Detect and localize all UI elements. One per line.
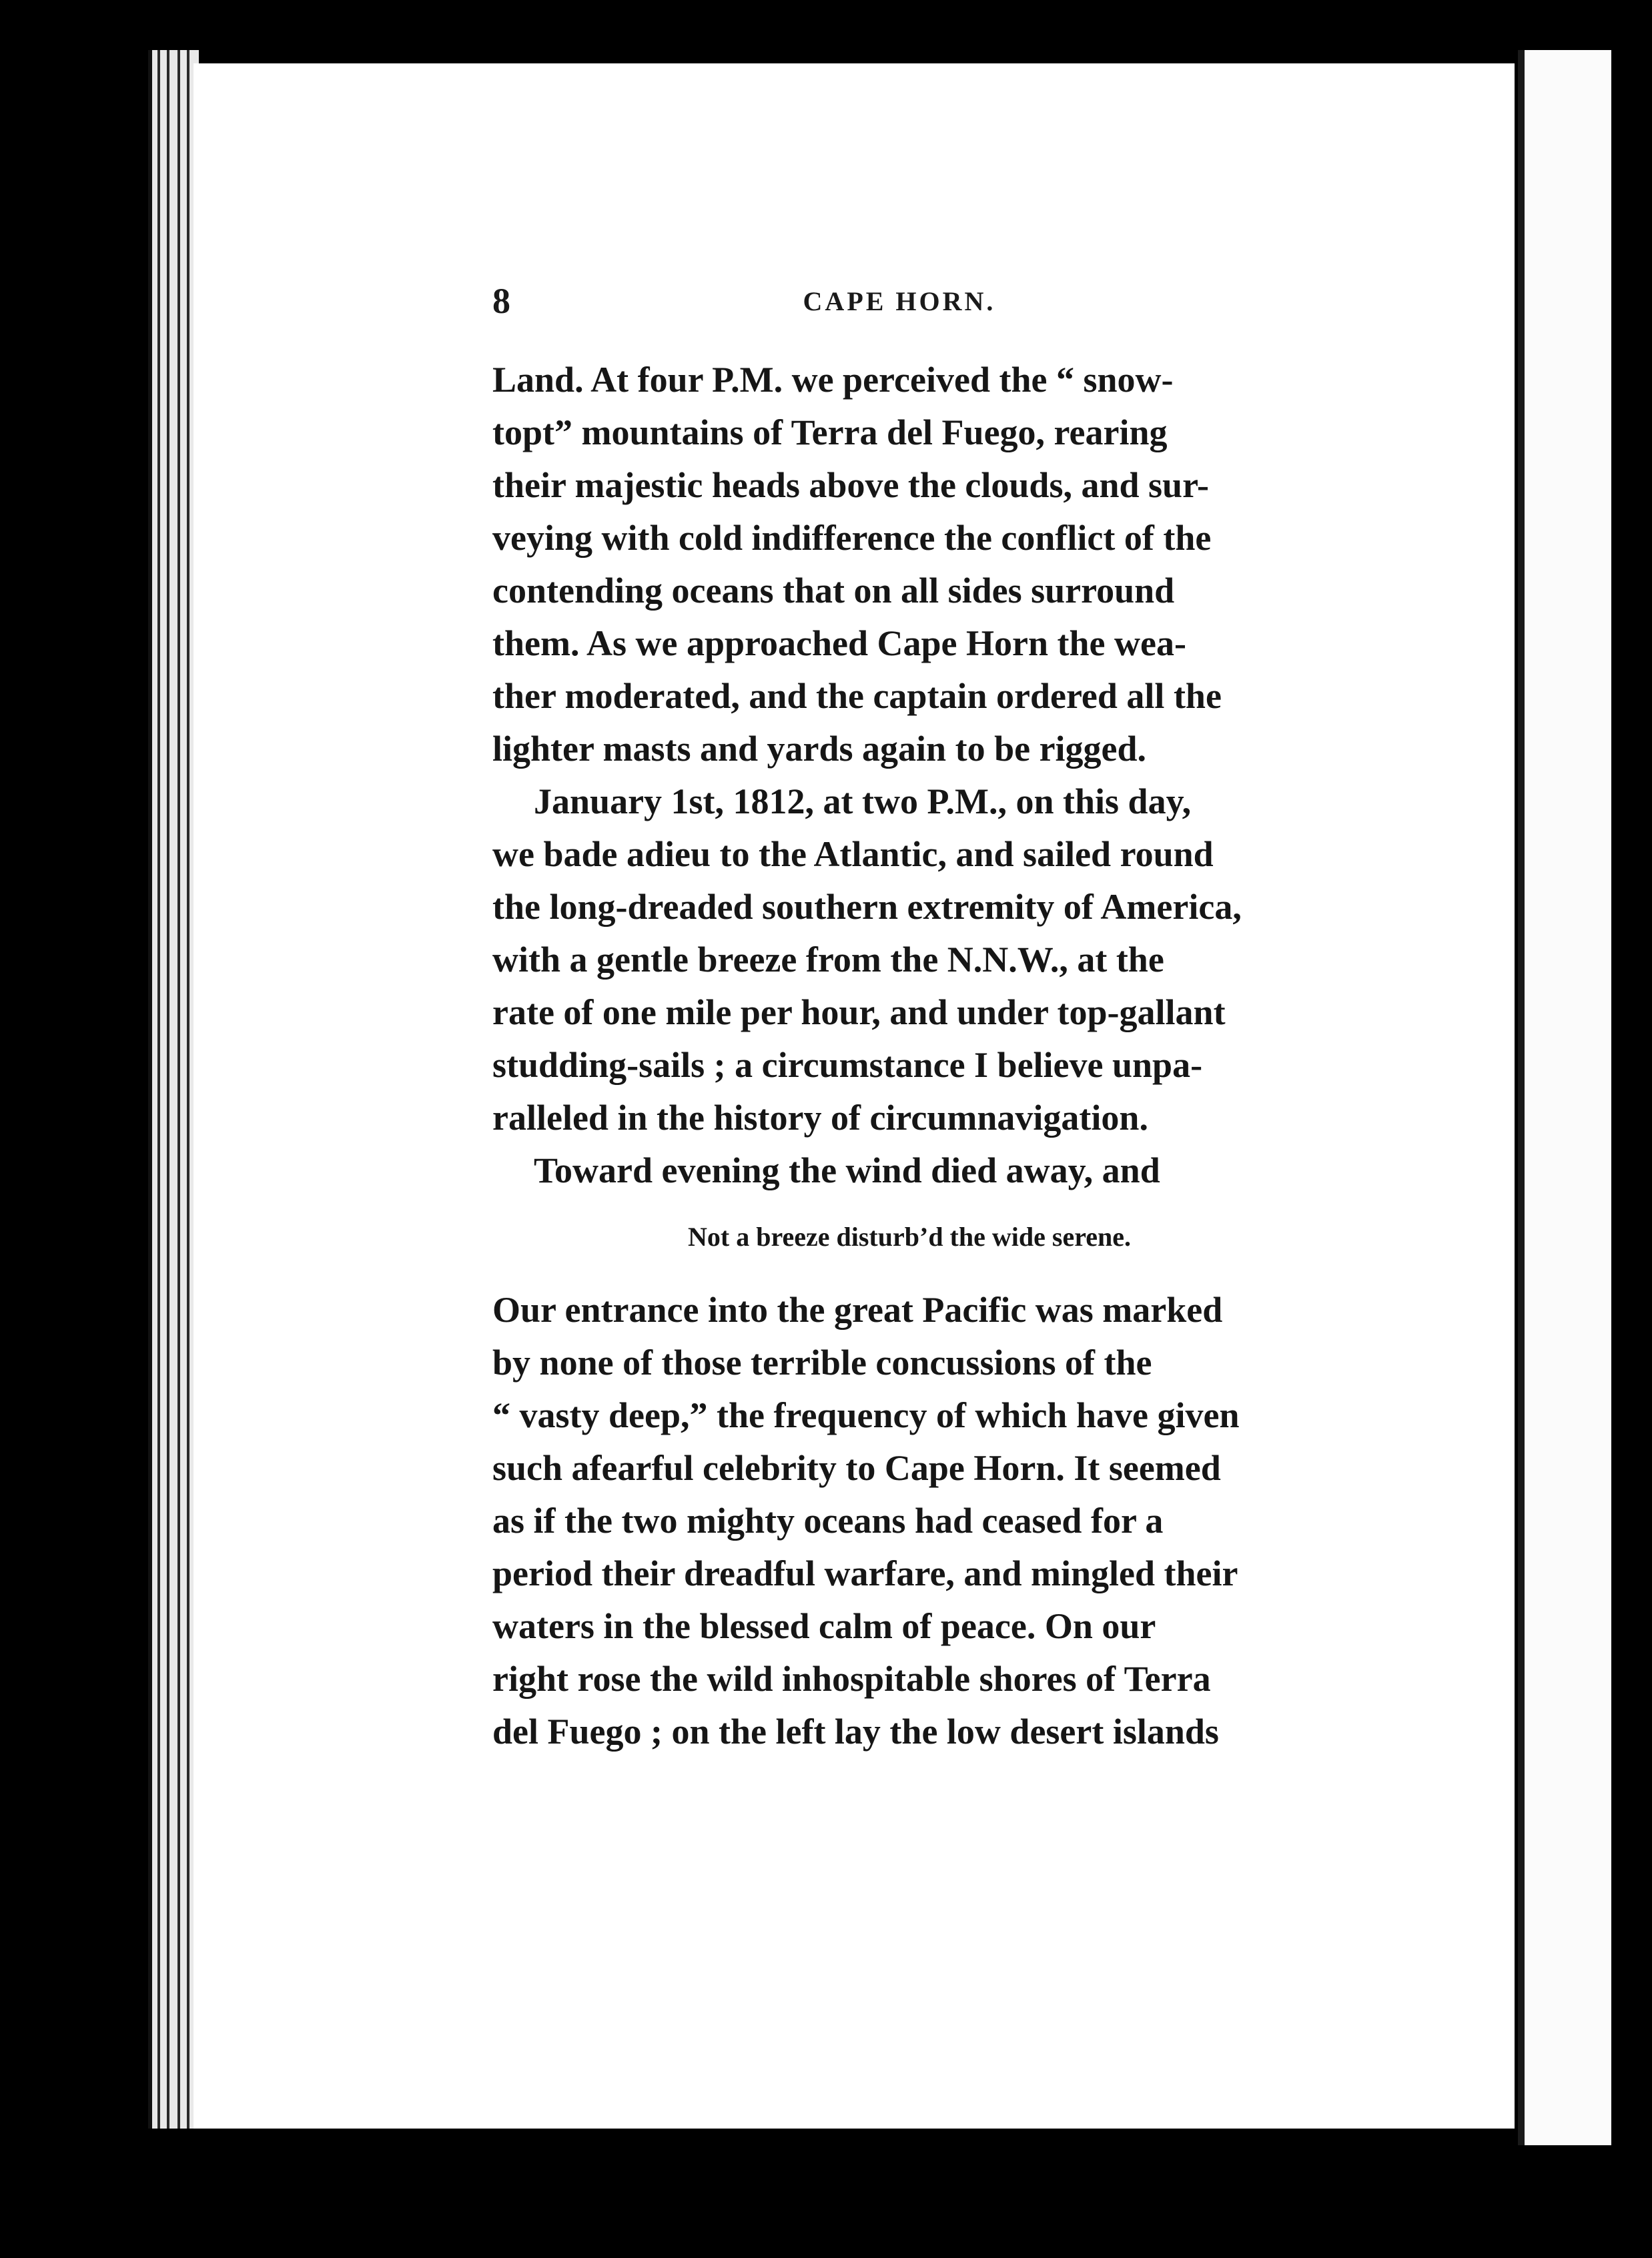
text-line: waters in the blessed calm of peace. On our bbox=[492, 1606, 1156, 1646]
book-binding bbox=[148, 50, 199, 2129]
text-line: ther moderated, and the captain ordered all the bbox=[492, 676, 1222, 716]
paragraph bbox=[492, 354, 1306, 775]
text-line: topt” mountains of Terra del Fuego, rearing bbox=[492, 412, 1168, 452]
text-line: Toward evening the wind died away, and bbox=[534, 1150, 1160, 1190]
text-line: Our entrance into the great Pacific was marked bbox=[492, 1290, 1223, 1330]
text-line: rate of one mile per hour, and under top-gallant bbox=[492, 992, 1226, 1032]
text-line: “ vasty deep,” the frequency of which have given bbox=[492, 1395, 1240, 1435]
page-edge-line bbox=[177, 50, 180, 2129]
running-head: CAPE HORN. bbox=[803, 286, 996, 316]
paragraph bbox=[492, 1284, 1306, 1758]
text-line: studding-sails ; a circumstance I believe unpa- bbox=[492, 1045, 1203, 1085]
text-line: period their dreadful warfare, and mingled their bbox=[492, 1553, 1238, 1593]
page-edge-line bbox=[187, 50, 189, 2129]
text-line: as if the two mighty oceans had ceased for a bbox=[492, 1501, 1164, 1541]
text-line: with a gentle breeze from the N.N.W., at the bbox=[492, 939, 1164, 980]
page-edge-line bbox=[167, 50, 169, 2129]
text-line: ralleled in the history of circumnavigation. bbox=[492, 1098, 1148, 1138]
text-line: we bade adieu to the Atlantic, and sailed round bbox=[492, 834, 1214, 874]
text-line: contending oceans that on all sides surround bbox=[492, 571, 1175, 611]
text-line: such afearful celebrity to Cape Horn. It seemed bbox=[492, 1448, 1221, 1488]
text-line: the long-dreaded southern extremity of America, bbox=[492, 887, 1242, 927]
page-number: 8 bbox=[492, 281, 510, 321]
body-text bbox=[492, 354, 1306, 1758]
text-line: right rose the wild inhospitable shores of Terra bbox=[492, 1659, 1211, 1699]
page-header bbox=[492, 280, 1306, 327]
text-line: January 1st, 1812, at two P.M., on this day, bbox=[534, 781, 1192, 821]
page-edge-line bbox=[157, 50, 160, 2129]
text-line: them. As we approached Cape Horn the wea- bbox=[492, 623, 1186, 663]
text-line: Land. At four P.M. we perceived the “ snow- bbox=[492, 360, 1174, 400]
facing-page-edge bbox=[1518, 50, 1611, 2145]
text-line: lighter masts and yards again to be rigged. bbox=[492, 729, 1147, 769]
text-line: their majestic heads above the clouds, and sur- bbox=[492, 465, 1210, 505]
text-line: by none of those terrible concussions of the bbox=[492, 1343, 1152, 1383]
text-line: veying with cold indifference the conflict of the bbox=[492, 518, 1212, 558]
text-line: del Fuego ; on the left lay the low desert islands bbox=[492, 1712, 1219, 1752]
verse-quote: Not a breeze disturb’d the wide serene. bbox=[688, 1222, 1131, 1252]
paragraph bbox=[492, 775, 1306, 1144]
paragraph bbox=[492, 1144, 1306, 1197]
